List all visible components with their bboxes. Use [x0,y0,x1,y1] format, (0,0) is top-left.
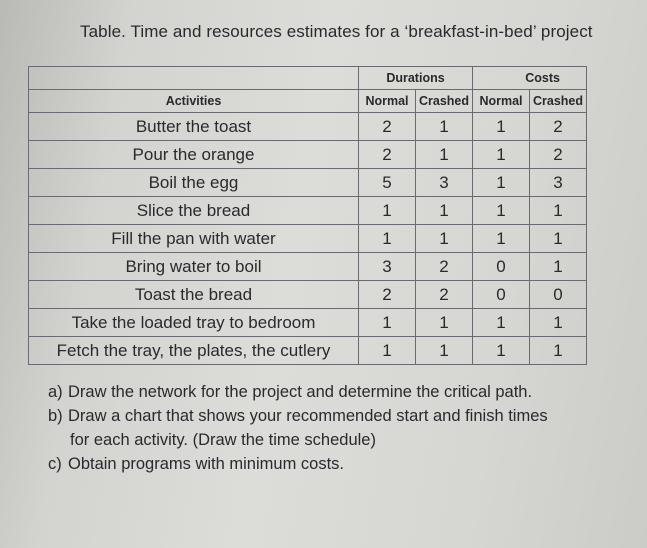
duration-normal-cell: 1 [359,337,416,365]
duration-normal-cell: 2 [359,141,416,169]
table-row [29,253,587,281]
table-row [29,337,587,365]
duration-normal-cell: 2 [359,113,416,141]
duration-crashed-cell: 2 [416,253,473,281]
cost-crashed-cell: 1 [530,253,587,281]
question-tag: c) [48,455,62,473]
cost-crashed-cell: 3 [530,169,587,197]
cost-normal-cell: 1 [473,197,530,225]
group-header-row [29,67,587,90]
question-text: for each activity. (Draw the time schedule) [70,431,376,449]
cost-normal-cell: 1 [473,309,530,337]
cost-crashed-cell: 2 [530,113,587,141]
duration-crashed-cell: 1 [416,113,473,141]
questions-list [48,380,548,476]
estimates-table [28,66,587,365]
duration-crashed-cell: 1 [416,337,473,365]
duration-crashed-cell: 1 [416,141,473,169]
cost-crashed-header: Crashed [530,90,587,113]
duration-crashed-cell: 2 [416,281,473,309]
duration-normal-header: Normal [359,90,416,113]
activity-cell: Fetch the tray, the plates, the cutlery [29,337,359,365]
activity-cell: Fill the pan with water [29,225,359,253]
cost-normal-cell: 1 [473,141,530,169]
duration-normal-cell: 3 [359,253,416,281]
cost-normal-cell: 1 [473,169,530,197]
duration-crashed-cell: 1 [416,309,473,337]
duration-normal-cell: 5 [359,169,416,197]
activity-cell: Bring water to boil [29,253,359,281]
duration-normal-cell: 2 [359,281,416,309]
duration-normal-cell: 1 [359,225,416,253]
duration-crashed-cell: 1 [416,197,473,225]
table-row [29,281,587,309]
cost-normal-cell: 1 [473,225,530,253]
cost-crashed-cell: 1 [530,197,587,225]
durations-header: Durations [359,67,473,90]
column-header-row [29,90,587,113]
duration-crashed-cell: 3 [416,169,473,197]
question-item [48,452,548,476]
cost-crashed-cell: 2 [530,141,587,169]
activity-cell: Slice the bread [29,197,359,225]
cost-crashed-cell: 1 [530,225,587,253]
question-text: Obtain programs with minimum costs. [68,455,344,473]
activity-cell: Toast the bread [29,281,359,309]
table-row [29,309,587,337]
question-item [48,404,548,452]
question-tag: b) [48,407,63,425]
cost-normal-cell: 1 [473,337,530,365]
costs-header: Costs [473,67,587,90]
table-row [29,113,587,141]
table-row [29,197,587,225]
question-tag: a) [48,383,63,401]
duration-normal-cell: 1 [359,309,416,337]
activity-cell: Take the loaded tray to bedroom [29,309,359,337]
activity-cell: Butter the toast [29,113,359,141]
cost-normal-cell: 0 [473,253,530,281]
duration-crashed-cell: 1 [416,225,473,253]
table-row [29,169,587,197]
question-item [48,380,548,404]
table-row [29,141,587,169]
duration-crashed-header: Crashed [416,90,473,113]
question-text: Draw a chart that shows your recommended start and finish times [68,407,548,425]
header-blank-cell [29,67,359,90]
activities-header: Activities [29,90,359,113]
table-title: Table. Time and resources estimates for a ‘breakfast-in-bed’ project [80,22,593,41]
cost-crashed-cell: 0 [530,281,587,309]
question-text: Draw the network for the project and determine the critical path. [68,383,533,401]
cost-crashed-cell: 1 [530,309,587,337]
cost-normal-header: Normal [473,90,530,113]
duration-normal-cell: 1 [359,197,416,225]
cost-normal-cell: 1 [473,113,530,141]
cost-crashed-cell: 1 [530,337,587,365]
activity-cell: Pour the orange [29,141,359,169]
table-row [29,225,587,253]
cost-normal-cell: 0 [473,281,530,309]
activity-cell: Boil the egg [29,169,359,197]
